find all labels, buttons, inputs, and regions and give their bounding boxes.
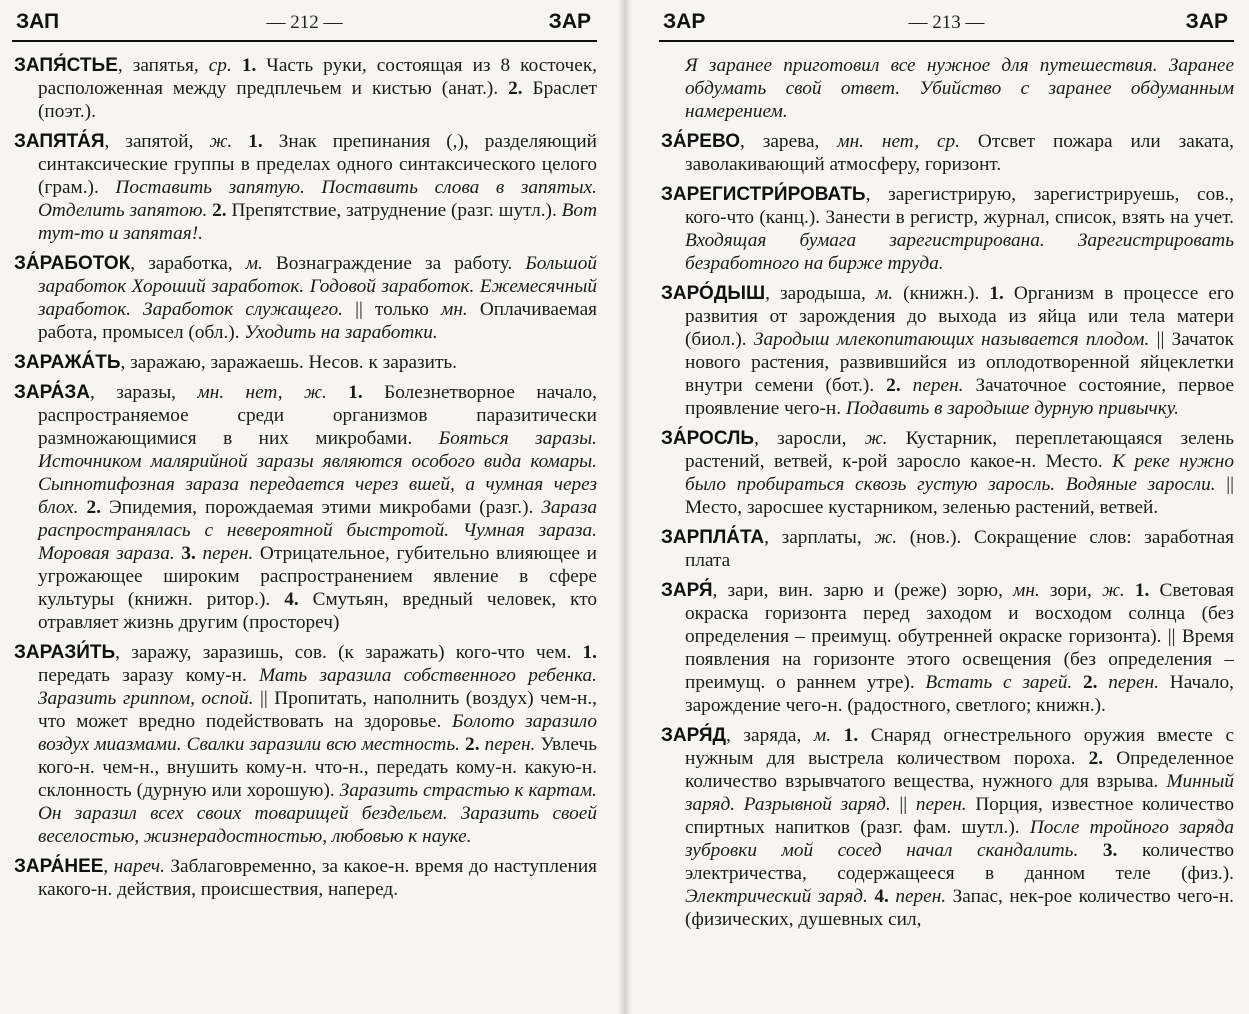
definition-text: Отсвет пожара или заката, заволакивающий атмосферу, горизонт.: [685, 131, 1234, 175]
header-rule: [12, 40, 597, 42]
header-left-guideword: ЗАП: [16, 10, 60, 33]
definition-text: Знак препинания (,), разделяющий синтаксические группы в пределах одного синтаксического целого (грам.).: [38, 131, 597, 198]
example-text: мн.: [441, 299, 468, 320]
sense-number: 2.: [508, 78, 523, 99]
definition-text: передать заразу кому-н.: [38, 665, 260, 686]
sense-number: 2.: [465, 734, 480, 755]
definition-text: Часть руки, состоящая из 8 косточек, расположенная между предплечьем и кистью (анат.).: [38, 55, 597, 99]
entry-headword: ЗА́РОСЛЬ: [661, 428, 755, 449]
page-number: — 213 —: [908, 12, 985, 33]
definition-text: Браслет (поэт.).: [38, 78, 597, 122]
definition-text: , зари, вин. зарю и (реже) зорю,: [712, 580, 1014, 601]
example-text: К реке нужно было пробираться сквозь густую заросль. Водяные заросли.: [685, 451, 1234, 495]
example-text: мн.: [1013, 580, 1040, 601]
definition-text: Кустарник, переплетающаяся зелень растений, ветвей, к-рой заросло какое-н. Место.: [685, 428, 1234, 472]
example-text: мн. нет, ж.: [197, 382, 327, 403]
definition-text: Организм в процессе его развития от зарождения до выхода из яйца или тела матери (биол.).: [685, 283, 1234, 350]
example-text: Мать заразила собственного ребенка. Заразить гриппом, оспой.: [38, 665, 597, 709]
example-text: м.: [875, 283, 894, 304]
definition-text: [327, 382, 348, 403]
entry-headword: ЗАРЯ́Д: [661, 725, 727, 746]
definition-text: , запятой,: [104, 131, 210, 152]
example-text: ж.: [864, 428, 888, 449]
definition-text: || Пропитать, наполнить (воздух) чем-н., что может вредно подействовать на здоровье.: [38, 688, 597, 732]
definition-text: [1125, 580, 1135, 601]
example-text: Электрический заряд.: [685, 886, 868, 907]
definition-text: (нов.). Сокращение слов: заработная плата: [685, 527, 1234, 571]
sense-number: 1.: [582, 642, 597, 663]
example-text: После тройного заряда зубровки мой сосед начал скандалить.: [685, 817, 1234, 861]
definition-text: Заблаговременно, за какое-н. время до наступления какого-н. действия, происшествия, наперед.: [38, 856, 597, 900]
definition-text: Увлечь кого-н. чем-н., внушить кому-н. что-н., передать кому-н. какую-н. склонность (дурную или хорошую).: [38, 734, 597, 801]
page-number: — 212 —: [266, 12, 343, 33]
example-text: ж.: [209, 131, 233, 152]
example-text: Подавить в зародыше дурную привычку.: [845, 398, 1179, 419]
definition-text: [232, 55, 242, 76]
definition-text: Световая окраска горизонта перед заходом и восходом солнца (без определения – преимущ. обутренней окраске горизонта). || Время появления на горизонте этого освещения (без определения – преимущ. о раннем утре).: [685, 580, 1234, 693]
entry-headword: ЗАПЯТА́Я: [14, 131, 105, 152]
dictionary-entry: [12, 130, 597, 245]
definition-text: , зарегистрирую, зарегистрируешь, сов., кого-что (канц.). Занести в регистр, журнал, список, взять на учет.: [685, 184, 1234, 228]
sense-number: 1.: [241, 55, 257, 76]
definition-text: , зародыша,: [765, 283, 876, 304]
example-text: ср.: [208, 55, 232, 76]
book-gutter: [618, 0, 632, 1014]
definition-text: [901, 375, 913, 396]
example-text: нареч.: [113, 856, 165, 877]
example-text: Я заранее приготовил все нужное для путешествия. Заранее обдумать свой ответ. Убийство с заранее обдуманным намерением.: [685, 55, 1234, 122]
dictionary-entry: [659, 54, 1234, 123]
entry-headword: ЗАПЯ́СТЬЕ: [14, 55, 118, 76]
definition-text: зори,: [1039, 580, 1102, 601]
definition-text: , запятья,: [117, 55, 209, 76]
definition-text: Смутьян, вредный человек, кто отравляет жизнь другим (простореч): [38, 589, 597, 633]
dictionary-entry: [12, 252, 597, 344]
example-text: Заразить страстью к картам. Он заразил всех своих товарищей бездельем. Заразить своей веселостью, жизнерадостностью, любовью к науке.: [38, 780, 597, 847]
definition-text: , заряда,: [726, 725, 814, 746]
running-header: [12, 6, 597, 40]
definition-text: , зарева,: [740, 131, 838, 152]
sense-number: 2.: [1088, 748, 1104, 769]
definition-text: [831, 725, 844, 746]
dictionary-entry: [12, 855, 597, 901]
dictionary-entry: [12, 351, 597, 374]
sense-number: 2.: [86, 497, 102, 518]
definition-text: Начало, зарождение чего-н. (радостного, светлого; книжн.).: [685, 672, 1234, 716]
definition-text: Препятствие, затруднение (разг. шутл.).: [226, 200, 562, 221]
definition-text: Болезнетворное начало, распространяемое среди организмов паразитически размножающимися в них микробами.: [38, 382, 597, 449]
entry-list: [12, 54, 597, 901]
example-text: перен.: [202, 543, 254, 564]
sense-number: 2.: [212, 200, 227, 221]
entry-list: [659, 54, 1234, 931]
definition-text: ||: [890, 794, 916, 815]
sense-number: 1.: [1134, 580, 1150, 601]
definition-text: ,: [103, 856, 114, 877]
definition-text: количество электричества, содержащееся в данном теле (физ.).: [685, 840, 1234, 884]
header-left-guideword: ЗАР: [663, 10, 706, 33]
definition-text: [1078, 840, 1103, 861]
definition-text: || только: [342, 299, 442, 320]
example-text: м.: [813, 725, 832, 746]
definition-text: [79, 497, 87, 518]
example-text: мн. нет, ср.: [837, 131, 960, 152]
example-text: Входящая бумага зарегистрирована. Зарегистрировать безработного на бирже труда.: [685, 230, 1234, 274]
definition-text: , заражу, заразишь, сов. (к заражать) кого-что чем.: [115, 642, 583, 663]
definition-text: , заросли,: [754, 428, 865, 449]
example-text: Поставить запятую. Поставить слова в запятых. Отделить запятою.: [38, 177, 597, 221]
entry-headword: ЗАРА́ЗА: [14, 382, 90, 403]
definition-text: || Зачаток нового растения, развившийся из оплодотворенной яйцеклетки внутри семени (бот.).: [685, 329, 1234, 396]
entry-headword: ЗАРО́ДЫШ: [661, 283, 766, 304]
entry-headword: ЗАРЯ́: [661, 580, 713, 601]
entry-headword: ЗАРА́НЕЕ: [14, 856, 104, 877]
entry-headword: ЗАРЕГИСТРИ́РОВАТЬ: [661, 184, 866, 205]
definition-text: , заработка,: [130, 253, 246, 274]
definition-text: Отрицательное, губительно влияющее и угрожающее широким распространением явление в сфере культуры (книжн. ритор.).: [38, 543, 597, 610]
header-right-guideword: ЗАР: [548, 10, 591, 33]
entry-headword: ЗАРПЛА́ТА: [661, 527, 765, 548]
definition-text: Снаряд огнестрельного оружия вместе с нужным для выстрела количеством пороха.: [685, 725, 1234, 769]
definition-text: (книжн.).: [893, 283, 990, 304]
dictionary-entry: [659, 724, 1234, 931]
example-text: Большой заработок Хороший заработок. Годовой заработок. Ежемесячный заработок. Заработок служащего.: [38, 253, 597, 320]
dictionary-entry: [659, 526, 1234, 572]
example-text: перен.: [484, 734, 536, 755]
sense-number: 1.: [843, 725, 859, 746]
sense-number: 1.: [248, 131, 263, 152]
dictionary-entry: [659, 427, 1234, 519]
sense-number: 1.: [989, 283, 1004, 304]
dictionary-entry: [12, 641, 597, 848]
example-text: Минный заряд. Разрывной заряд.: [685, 771, 1234, 815]
entry-headword: ЗАРАЖА́ТЬ: [14, 352, 121, 373]
left-page: [12, 0, 597, 1014]
example-text: Уходить на заработки.: [244, 322, 438, 343]
definition-text: Вознаграждение за работу.: [262, 253, 526, 274]
sense-number: 3.: [1102, 840, 1118, 861]
sense-number: 2.: [886, 375, 901, 396]
definition-text: Запас, нек-рое количество чего-н. (физических, душевных сил,: [685, 886, 1234, 930]
sense-number: 3.: [181, 543, 196, 564]
example-text: Вот тут-то и запятая!.: [38, 200, 597, 244]
definition-text: Эпидемия, порождаемая этими микробами (разг.).: [101, 497, 542, 518]
sense-number: 2.: [1082, 672, 1098, 693]
dictionary-entry: [12, 381, 597, 634]
definition-text: [232, 131, 248, 152]
definition-text: , заразы,: [89, 382, 198, 403]
definition-text: [1072, 672, 1083, 693]
example-text: ж.: [1101, 580, 1125, 601]
example-text: Бояться заразы. Источником малярийной заразы являются особого вида комары. Сыпнотифозная зараза передается через вшей, а чумная через блох.: [38, 428, 597, 518]
running-header: [659, 6, 1234, 40]
sense-number: 4.: [284, 589, 299, 610]
example-text: ж.: [874, 527, 898, 548]
entry-headword: ЗА́РЕВО: [661, 131, 740, 152]
header-right-guideword: ЗАР: [1185, 10, 1228, 33]
example-text: перен.: [915, 794, 967, 815]
sense-number: 4.: [874, 886, 889, 907]
dictionary-entry: [659, 183, 1234, 275]
sense-number: 1.: [348, 382, 363, 403]
example-text: Болото заразило воздух миазмами. Свалки заразили всю местность.: [38, 711, 597, 755]
definition-text: , заражаю, заражаешь. Несов. к заразить.: [120, 352, 457, 373]
header-rule: [659, 40, 1234, 42]
right-page: [659, 0, 1234, 1014]
example-text: Зараза распространялась с невероятной быстротой. Чумная зараза. Моровая зараза.: [38, 497, 597, 564]
example-text: Встать с зарей.: [925, 672, 1073, 693]
example-text: Зародыш млекопитающих называется плодом.: [753, 329, 1150, 350]
definition-text: Порция, известное количество спиртных напитков (разг. фам. шутл.).: [685, 794, 1234, 838]
dictionary-entry: [659, 282, 1234, 420]
definition-text: Определенное количество взрывчатого вещества, нужного для взрыва.: [685, 748, 1234, 792]
example-text: перен.: [895, 886, 947, 907]
definition-text: Зачаточное состояние, первое проявление чего-н.: [685, 375, 1234, 419]
definition-text: [1097, 672, 1108, 693]
entry-headword: ЗАРАЗИ́ТЬ: [14, 642, 116, 663]
example-text: перен.: [912, 375, 964, 396]
example-text: м.: [245, 253, 263, 274]
dictionary-entry: [12, 54, 597, 123]
dictionary-entry: [659, 579, 1234, 717]
definition-text: || Место, заросшее кустарником, зеленью растений, ветвей.: [685, 474, 1234, 518]
definition-text: , зарплаты,: [764, 527, 875, 548]
example-text: перен.: [1108, 672, 1160, 693]
dictionary-entry: [659, 130, 1234, 176]
definition-text: Оплачиваемая работа, промысел (обл.).: [38, 299, 597, 343]
entry-headword: ЗА́РАБОТОК: [14, 253, 131, 274]
